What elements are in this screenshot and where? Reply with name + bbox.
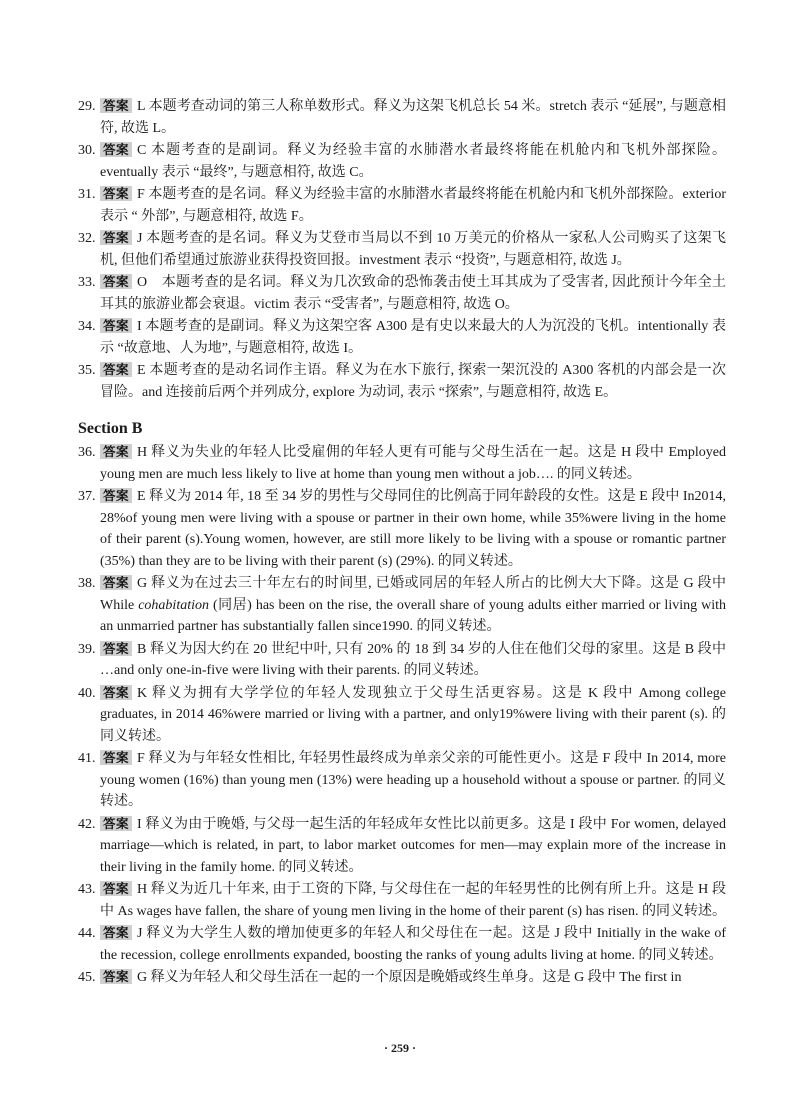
answer-text: E 本题考查的是动名词作主语。释义为在水下旅行, 探索一架沉没的 A300 客机的内部会是一次冒险。and 连接前后两个并列成分, explore 为动词, 表示 “探索”, 与题意相符, 故选 E。 [100,363,726,400]
answer-item [78,879,726,922]
answer-text: C 本题考查的是副词。释义为经验丰富的水肺潜水者最终将能在机舱内和飞机外部探险。eventually 表示 “最终”, 与题意相符, 故选 C。 [100,143,726,180]
answer-item [78,272,726,315]
answer-badge: 答案 [100,186,132,201]
answer-item [78,228,726,271]
answer-item [78,316,726,359]
answer-badge: 答案 [100,750,132,765]
answer-badge: 答案 [100,685,132,700]
item-number: 41. [78,751,96,766]
answer-item [78,748,726,813]
section-b-answers [78,442,726,989]
answer-item [78,573,726,638]
answer-text: I 本题考查的是副词。释义为这架空客 A300 是有史以来最大的人为沉没的飞机。intentionally 表示 “故意地、人为地”, 与题意相符, 故选 I。 [100,319,726,356]
answer-text: G 释义为年轻人和父母生活在一起的一个原因是晚婚或终生单身。这是 G 段中 The first in [137,970,682,985]
answer-item [78,814,726,879]
answer-item [78,184,726,227]
answer-item [78,96,726,139]
answer-badge: 答案 [100,98,132,113]
answer-text: E 释义为 2014 年, 18 至 34 岁的男性与父母同住的比例高于同年龄段的女性。这是 E 段中 In2014, 28%of young men were living with a spouse or partner in their own home, while 35%were living in the home of their parent (s).Young women, however, are still more likely to be living with a spouse or romantic partner (35%) than they are to be living with their parent (s) (29%). 的同义转述。 [100,489,726,569]
answer-text: B 释义为因大约在 20 世纪中叶, 只有 20% 的 18 到 34 岁的人住在他们父母的家里。这是 B 段中 …and only one-in-five were living with their parents. 的同义转述。 [100,641,726,678]
item-number: 43. [78,882,96,897]
answer-text-continued: (同居) has been on the rise, the overall share of young adults either married or living with an unmarried partner has substantially fallen since1990. 的同义转述。 [100,597,726,634]
answer-badge: 答案 [100,318,132,333]
answer-text: O 本题考查的是名词。释义为几次致命的恐怖袭击使土耳其成为了受害者, 因此预计今年全土耳其的旅游业都会衰退。victim 表示 “受害者”, 与题意相符, 故选 O。 [100,275,726,312]
item-number: 39. [78,641,96,657]
item-number: 37. [78,489,96,504]
answer-text: I 释义为由于晚婚, 与父母一起生活的年轻成年女性比以前更多。这是 I 段中 For women, delayed marriage—which is related, in part, to labor market outcomes for men—may explain more of the increase in their living in the family home. 的同义转述。 [100,816,726,875]
page-number: · 259 · [383,1041,416,1055]
item-number: 33. [78,275,96,290]
answer-text: H 释义为近几十年来, 由于工资的下降, 与父母住在一起的年轻男性的比例有所上升。这是 H 段中 As wages have fallen, the share of young men living in the home of their parent (s) has risen. 的同义转述。 [100,882,726,919]
answer-text: L 本题考查动词的第三人称单数形式。释义为这架飞机总长 54 米。stretch 表示 “延展”, 与题意相符, 故选 L。 [100,99,726,136]
answer-badge: 答案 [100,881,132,896]
answer-badge: 答案 [100,641,132,656]
answer-text: J 本题考查的是名词。释义为艾登市当局以不到 10 万美元的价格从一家私人公司购买了这架飞机, 但他们希望通过旅游业获得投资回报。investment 表示 “投资”, 与题意相符, 故选 J。 [100,231,726,268]
italic-term: cohabitation [138,597,209,613]
answer-badge: 答案 [100,925,132,940]
item-number: 38. [78,576,96,591]
answer-content [78,96,726,990]
item-number: 42. [78,816,96,832]
answer-text: G 释义为在过去三十年左右的时间里, 已婚或同居的年轻人所占的比例大大下降。这是 G 段中 While [100,576,726,613]
answer-item [78,923,726,966]
answer-badge: 答案 [100,142,132,157]
section-b-heading: Section B [78,420,143,437]
answer-badge: 答案 [100,444,132,459]
item-number: 45. [78,970,96,985]
answer-text: H 释义为失业的年轻人比受雇佣的年轻人更有可能与父母生活在一起。这是 H 段中 Employed young men are much less likely to live at home than young men without a job…. 的同义转述。 [100,445,726,482]
item-number: 34. [78,319,96,334]
answer-badge: 答案 [100,816,132,831]
answer-item [78,140,726,183]
answer-item [78,639,726,682]
answer-text: K 释义为拥有大学学位的年轻人发现独立于父母生活更容易。这是 K 段中 Among college graduates, in 2014 46%were married or living with a partner, and only19%were living with their parent (s). 的同义转述。 [100,685,726,744]
item-number: 30. [78,143,96,158]
item-number: 35. [78,363,96,378]
answer-text: J 释义为大学生人数的增加使更多的年轻人和父母住在一起。这是 J 段中 Initially in the wake of the recession, college enrollments expanded, boosting the ranks of young adults living at home. 的同义转述。 [100,926,726,963]
item-number: 32. [78,231,96,246]
section-a-answers [78,96,726,403]
answer-item [78,683,726,748]
answer-badge: 答案 [100,969,132,984]
answer-item [78,360,726,403]
answer-text: F 释义为与年轻女性相比, 年轻男性最终成为单亲父亲的可能性更小。这是 F 段中 In 2014, more young women (16%) than young men (13%) were heading up a household without a spouse or partner. 的同义转述。 [100,751,726,809]
answer-badge: 答案 [100,488,132,503]
answer-badge: 答案 [100,274,132,289]
answer-item [78,967,726,989]
answer-badge: 答案 [100,362,132,377]
item-number: 36. [78,445,96,460]
answer-text: F 本题考查的是名词。释义为经验丰富的水肺潜水者最终将能在机舱内和飞机外部探险。exterior 表示 “ 外部”, 与题意相符, 故选 F。 [100,187,726,224]
item-number: 31. [78,187,96,202]
answer-badge: 答案 [100,230,132,245]
answer-badge: 答案 [100,575,132,590]
item-number: 40. [78,685,96,701]
answer-item [78,442,726,485]
item-number: 29. [78,99,96,114]
item-number: 44. [78,926,96,941]
answer-item [78,486,726,572]
